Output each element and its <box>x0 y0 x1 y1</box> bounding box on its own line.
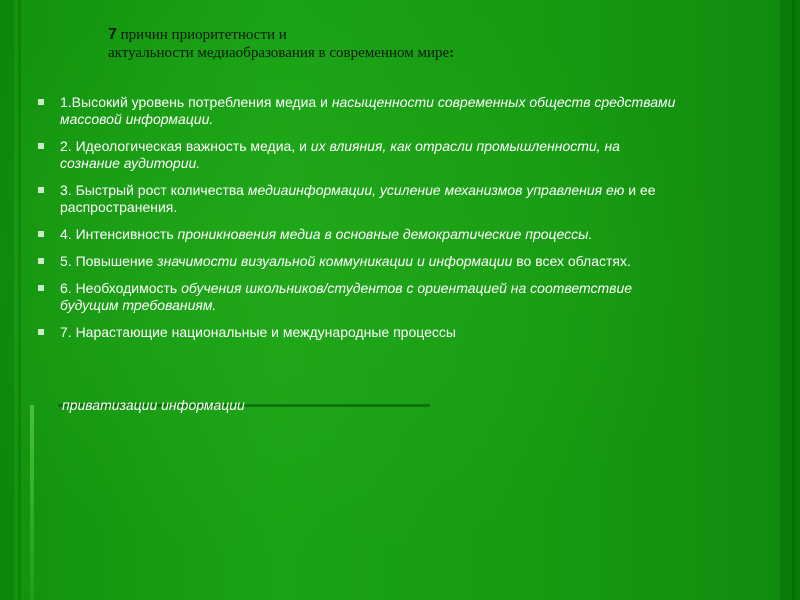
item-text: 6. Необходимость <box>60 280 182 296</box>
list-item <box>38 253 678 270</box>
item-text: 3. Быстрый рост количества <box>60 182 248 198</box>
item-text-italic: медиаинформации, усиление механизмов управления ею <box>247 182 625 198</box>
item-text-italic: обучения школьников/студентов с ориентацией на соответствие будущим требованиям. <box>60 280 633 313</box>
bullet-icon <box>38 231 44 237</box>
item-text: 4. Интенсивность <box>60 226 178 242</box>
item-text: 5. Повышение <box>60 253 158 269</box>
bullet-icon <box>38 143 44 149</box>
bullet-icon <box>38 285 44 291</box>
title-number: 7 <box>108 26 117 43</box>
item-text: 2. Идеологическая важность медиа, и <box>60 138 311 154</box>
bullet-icon <box>38 258 44 264</box>
decor-stripe-left <box>0 0 14 600</box>
list-item <box>38 280 678 314</box>
decor-stripe-right-thin <box>792 0 795 600</box>
title-colon: : <box>449 45 455 61</box>
bullet-icon <box>38 187 44 193</box>
list-item <box>38 94 678 128</box>
decor-vertical-line <box>30 405 34 600</box>
list-item <box>38 182 678 216</box>
slide-title <box>108 26 668 62</box>
reasons-list <box>38 94 678 351</box>
title-line-2 <box>108 44 668 62</box>
item-text-end: во всех областях. <box>512 253 631 269</box>
title-text-2: актуальности медиаобразования в современном мире <box>108 45 450 61</box>
item-continuation: приватизации информации <box>62 397 245 413</box>
decor-stripe-left-thin <box>18 0 21 600</box>
item-text-italic: значимости визуальной коммуникации и информации <box>157 253 513 269</box>
list-item <box>38 324 678 341</box>
title-text-1: причин приоритетности и <box>116 27 287 43</box>
item-text-italic: их влияния, как отрасли промышленности, на сознание аудитории. <box>60 138 620 171</box>
list-item <box>38 138 678 172</box>
item-text-italic: насыщенности современных обществ средствами массовой информации. <box>60 94 676 127</box>
list-item <box>38 226 678 243</box>
item-text: 7. Нарастающие национальные и международные процессы <box>60 324 456 340</box>
item-text-end: и ее распространения. <box>60 182 656 215</box>
decor-stripe-right <box>780 0 800 600</box>
bullet-icon <box>38 99 44 105</box>
bullet-icon <box>38 329 44 335</box>
title-line-1 <box>108 26 668 44</box>
item-text-italic: проникновения медиа в основные демократические процессы. <box>177 226 593 242</box>
item-text: 1.Высокий уровень потребления медиа и <box>60 94 332 110</box>
